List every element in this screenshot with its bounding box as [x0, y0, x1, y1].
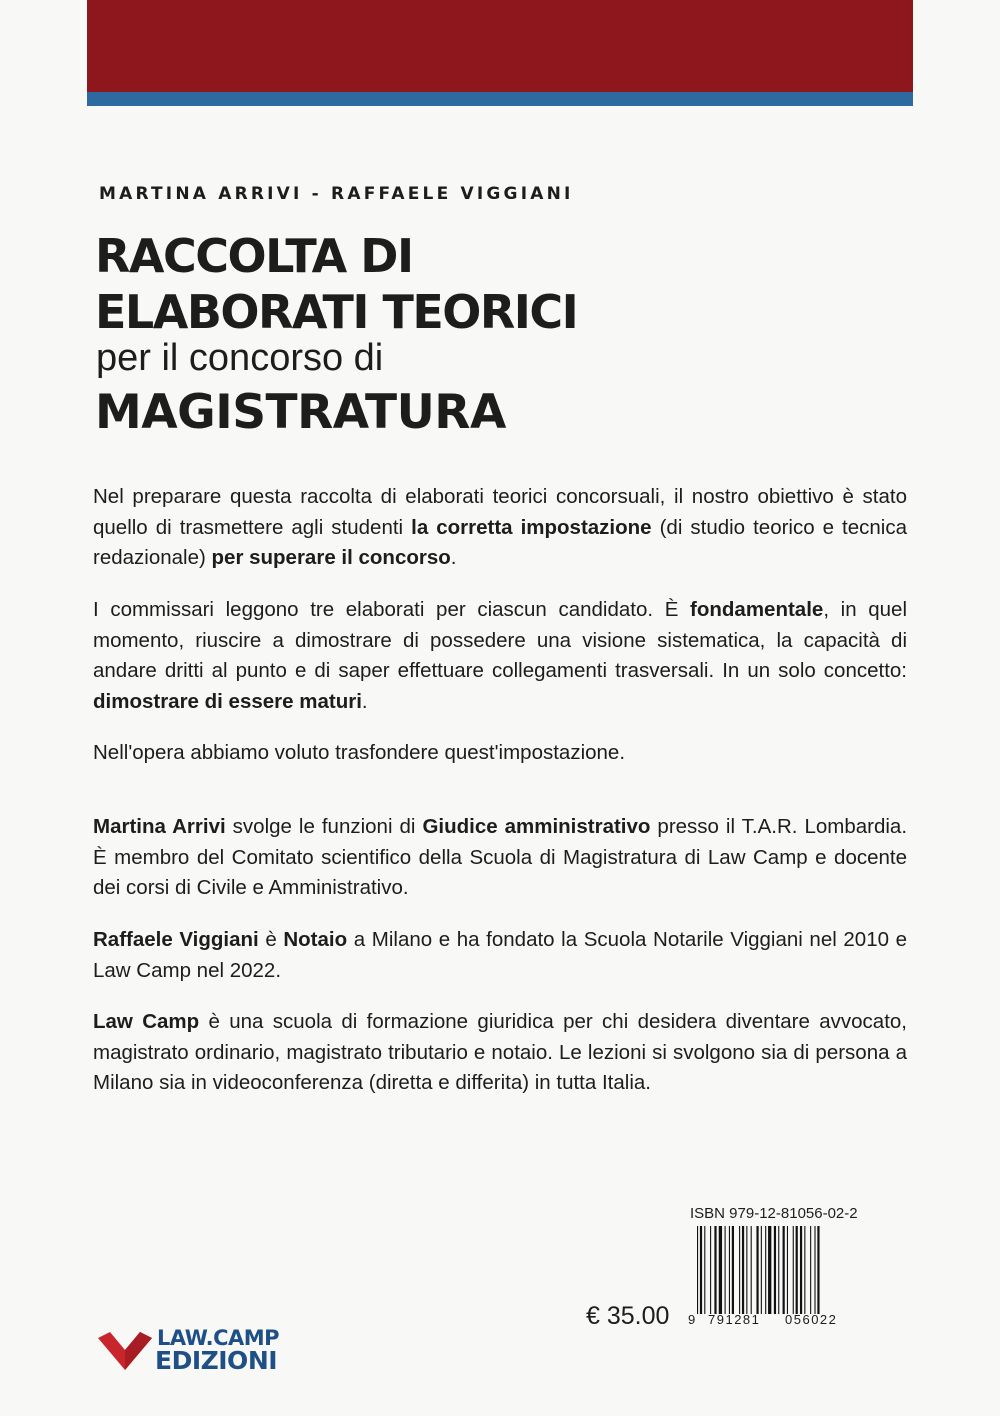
text: I commissari leggono tre elaborati per ciascun candidato. È [93, 598, 691, 621]
barcode-bar [800, 1226, 802, 1314]
title-subtitle: per il concorso di [96, 337, 384, 379]
barcode-digit-first: 9 [688, 1312, 697, 1327]
barcode-bar [814, 1226, 815, 1314]
emphasis: la corretta impostazione [411, 515, 652, 539]
barcode [697, 1226, 855, 1314]
barcode-bar [765, 1226, 766, 1314]
text: è [258, 928, 284, 951]
emphasis: per superare il concorso [211, 546, 451, 569]
emphasis: Notaio [283, 928, 348, 951]
publisher-subname: EDIZIONI [155, 1346, 278, 1375]
title-line-2: ELABORATI TEORICI [95, 285, 578, 339]
barcode-bar [761, 1226, 762, 1314]
barcode-bar [697, 1226, 698, 1314]
price: € 35.00 [586, 1302, 670, 1330]
text: svolge le funzioni di [225, 815, 423, 838]
barcode-bar [787, 1226, 788, 1314]
author-name: Raffaele Viggiani [93, 928, 259, 951]
title-magistratura: MAGISTRATURA [95, 385, 506, 440]
text: a Milano e ha fondato la Scuola Notarile Viggiani nel 2010 e Law Camp nel 2022. [93, 928, 908, 982]
barcode-digits-right: 056022 [785, 1312, 838, 1327]
barcode-bar [793, 1226, 794, 1314]
author-name: Martina Arrivi [93, 815, 226, 838]
barcode-digits-left: 791281 [708, 1312, 761, 1327]
title-line-1: RACCOLTA DI [95, 229, 413, 283]
emphasis: Giudice amministrativo [422, 815, 651, 838]
barcode-bar [804, 1226, 805, 1314]
text: . [450, 546, 457, 569]
barcode-bar [746, 1226, 747, 1314]
barcode-bar [739, 1226, 740, 1314]
barcode-bar [704, 1226, 705, 1314]
emphasis: dimostrare di essere maturi [93, 689, 362, 713]
text: (di studio teorico e tecnica redazionale) [93, 515, 908, 569]
text: , in quel momento, riuscire a dimostrare di possedere una visione sistematica, la capacità di andare dritti al punto e di saper effettuare collegamenti trasversali. In un solo concetto: [93, 598, 907, 682]
barcode-bar [719, 1226, 722, 1314]
barcode-bar [742, 1226, 744, 1314]
barcode-bar [732, 1226, 734, 1314]
text: Nel preparare questa raccolta di elaborati teorici concorsuali, il nostro obiettivo è stato quello di trasmettere agli studenti [93, 485, 907, 539]
barcode-bar [714, 1226, 716, 1314]
barcode-bar [783, 1226, 785, 1314]
text: . [361, 689, 368, 713]
intro-paragraph-2 [93, 595, 907, 717]
bio-viggiani [93, 925, 907, 986]
barcode-bar [778, 1226, 779, 1314]
barcode-bar [756, 1226, 758, 1314]
chevron-heart-icon [96, 1328, 154, 1372]
barcode-bar [768, 1226, 771, 1314]
barcode-bar [796, 1226, 798, 1314]
barcode-bar [700, 1226, 702, 1314]
barcode-bar [774, 1226, 776, 1314]
barcode-bar [729, 1226, 730, 1314]
barcode-bar [810, 1226, 811, 1314]
title-main [95, 228, 577, 340]
bio-lawcamp [93, 1007, 907, 1099]
barcode-bar [817, 1226, 819, 1314]
barcode-bar [710, 1226, 711, 1314]
emphasis: fondamentale [690, 598, 824, 621]
intro-paragraph-3: Nell'opera abbiamo voluto trasfondere quest'impostazione. [93, 741, 626, 764]
isbn-label: ISBN 979-12-81056-02-2 [690, 1205, 858, 1222]
intro-paragraph-1 [93, 482, 907, 574]
bio-arrivi [93, 812, 907, 904]
barcode-bar [725, 1226, 726, 1314]
text: è una scuola di formazione giuridica per chi desidera diventare avvocato, magistrato ordinario, magistrato tributario e notaio. Le lezioni si svolgono sia di persona a Milano sia in videoconferenza (diretta e differita) in tutta Italia. [93, 1010, 907, 1094]
top-blue-band [87, 92, 913, 106]
top-red-band [87, 0, 913, 92]
school-name: Law Camp [93, 1010, 200, 1033]
text: presso il T.A.R. Lombardia. È membro del Comitato scientifico della Scuola di Magistratura di Law Camp e docente dei corsi di Civile e Amministrativo. [93, 815, 908, 899]
publisher-name: LAW.CAMP [157, 1326, 280, 1350]
authors: MARTINA ARRIVI - RAFFAELE VIGGIANI [99, 184, 574, 204]
barcode-bar [751, 1226, 752, 1314]
